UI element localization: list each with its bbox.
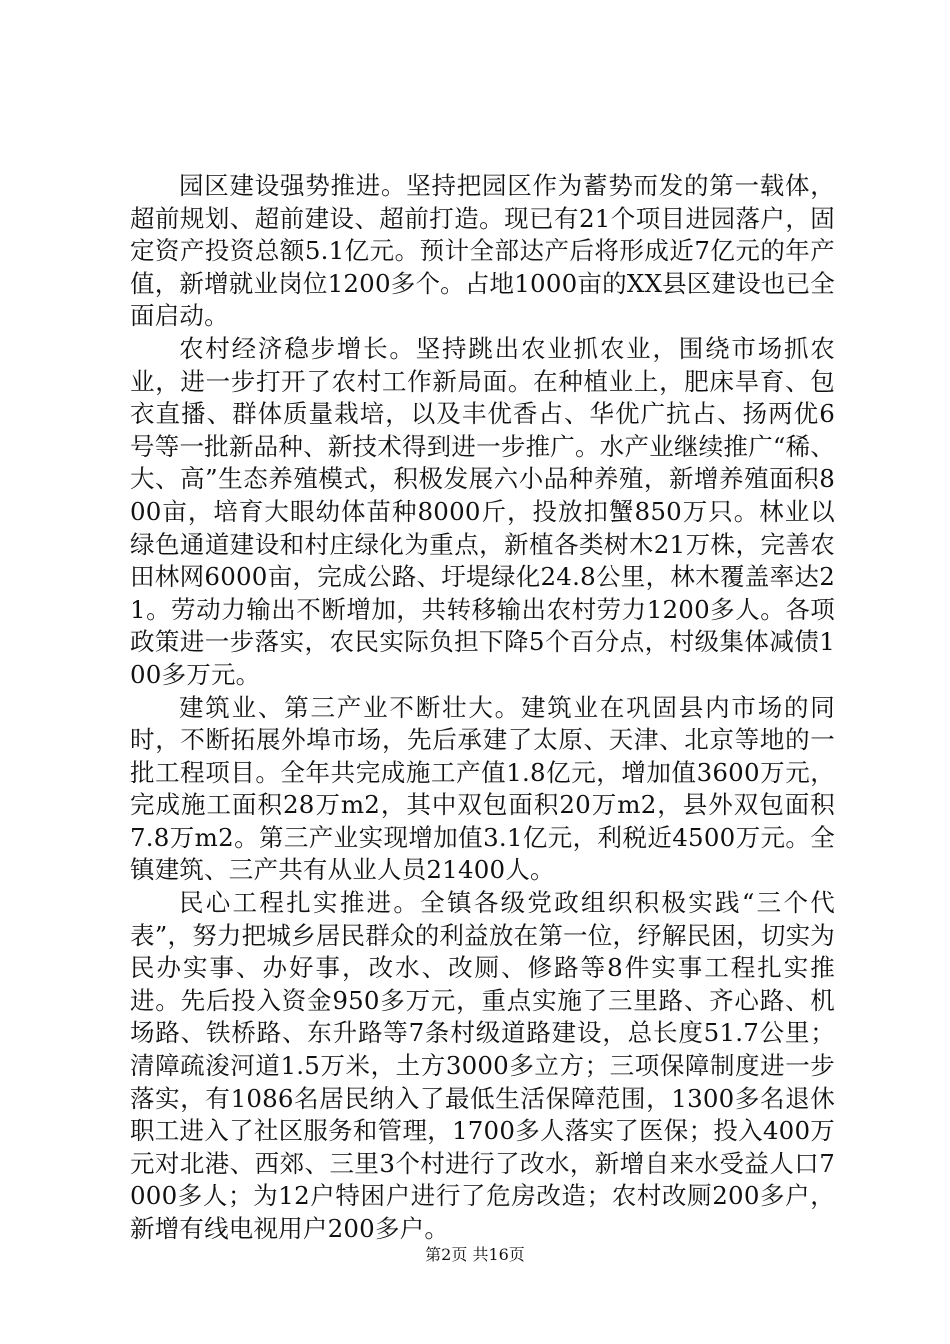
paragraph-rural-economy: 农村经济稳步增长。坚持跳出农业抓农业，围绕市场抓农业，进一步打开了农村工作新局面。在种植业上，肥床旱育、包衣直播、群体质量栽培，以及丰优香占、华优广抗占、扬两优6号等一批新品种、新技术得到进一步推广。水产业继续推广“稀、大、高”生态养殖模式，积极发展六小品种养殖，新增养殖面积800亩，培育大眼幼体苗种8000斤，投放扣蟹850万只。林业以绿色通道建设和村庄绿化为重点，新植各类树木21万株，完善农田林网6000亩，完成公路、圩堤绿化24.8公里，林木覆盖率达21。劳动力输出不断增加，共转移输出农村劳力1200多人。各项政策进一步落实，农民实际负担下降5个百分点，村级集体减债100多万元。 (130, 333, 835, 689)
document-body (130, 170, 835, 1246)
page-number-footer: 第2页 共16页 (425, 1245, 525, 1264)
paragraph-construction-tertiary: 建筑业、第三产业不断壮大。建筑业在巩固县内市场的同时，不断拓展外埠市场，先后承建了太原、天津、北京等地的一批工程项目。全年共完成施工产值1.8亿元，增加值3600万元，完成施工面积28万m2，其中双包面积20万m2，县外双包面积7.8万m2。第三产业实现增加值3.1亿元，利税近4500万元。全镇建筑、三产共有从业人员21400人。 (130, 692, 835, 885)
paragraph-industrial-park: 园区建设强势推进。坚持把园区作为蓄势而发的第一载体，超前规划、超前建设、超前打造。现已有21个项目进园落户，固定资产投资总额5.1亿元。预计全部达产后将形成近7亿元的年产值，新增就业岗位1200多个。占地1000亩的XX县区建设也已全面启动。 (130, 171, 835, 331)
paragraph-public-welfare: 民心工程扎实推进。全镇各级党政组织积极实践“三个代表”，努力把城乡居民群众的利益放在第一位，纾解民困，切实为民办实事、办好事，改水、改厕、修路等8件实事工程扎实推进。先后投入资金950多万元，重点实施了三里路、齐心路、机场路、铁桥路、东升路等7条村级道路建设，总长度51.7公里；清障疏浚河道1.5万米，土方3000多立方；三项保障制度进一步落实，有1086名居民纳入了最低生活保障范围，1300多名退休职工进入了社区服务和管理，1700多人落实了医保；投入400万元对北港、西郊、三里3个村进行了改水，新增自来水受益人口7000多人；为12户特困户进行了危房改造；农村改厕200多户，新增有线电视用户200多户。 (130, 888, 835, 1243)
